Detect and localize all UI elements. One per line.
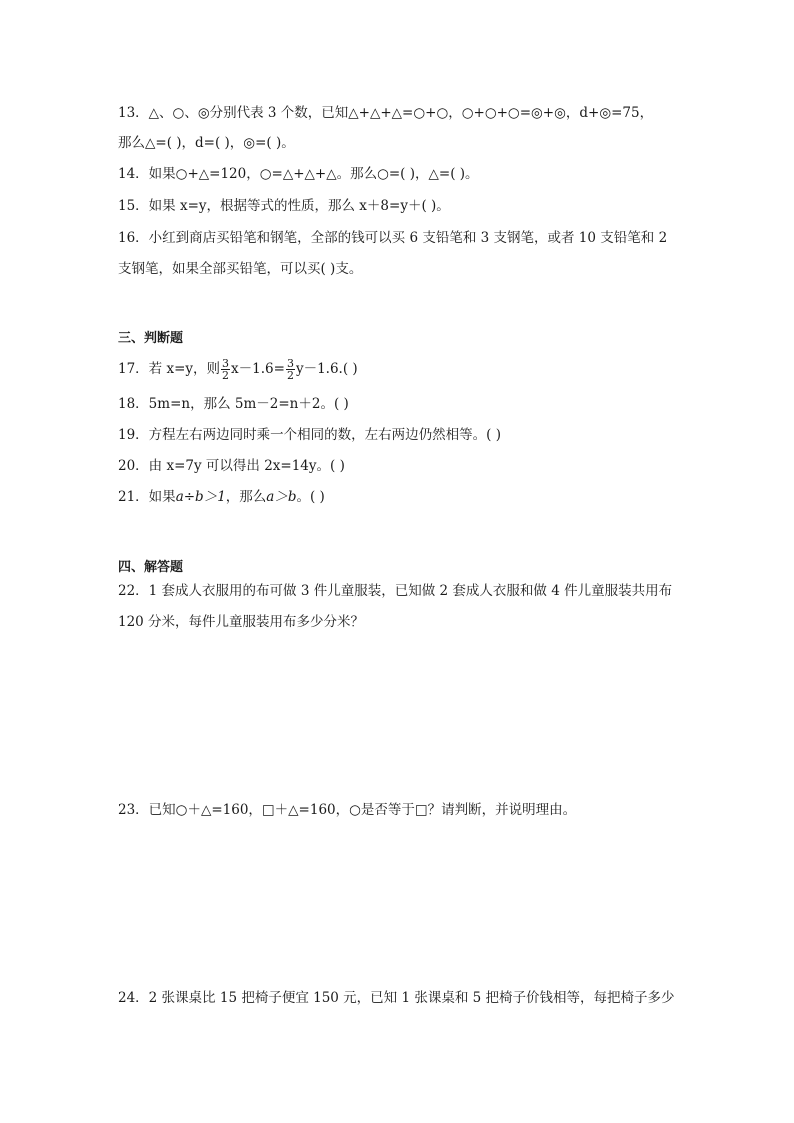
section-3-heading: 三、判断题 (118, 331, 184, 346)
question-16-line-2: 支钢笔，如果全部买铅笔，可以买( )支。 (118, 261, 363, 277)
section-4-heading: 四、解答题 (118, 560, 184, 575)
question-21-prefix: 21．如果 (118, 489, 176, 505)
question-22-line-2: 120 分米，每件儿童服装用布多少分米？ (118, 614, 365, 630)
question-19: 19．方程左右两边同时乘一个相同的数，左右两边仍然相等。( ) (118, 427, 502, 443)
question-23: 23．已知○＋△=160，□＋△=160，○是否等于□？请判断，并说明理由。 (118, 802, 577, 818)
question-17 (118, 358, 358, 381)
question-16-line-1: 16．小红到商店买铅笔和钢笔，全部的钱可以买 6 支铅笔和 3 支钢笔，或者 10 支铅笔和 2 (118, 230, 668, 246)
question-15: 15．如果 x=y，根据等式的性质，那么 x＋8=y＋( )。 (118, 198, 450, 214)
question-14: 14．如果○+△=120，○=△+△+△。那么○=( )，△=( )。 (118, 166, 479, 182)
question-21-middle: ，那么 (225, 489, 267, 505)
question-21-condition: a÷b＞1 (175, 489, 226, 505)
fraction-3-over-2: $\frac{3}{2}$ (222, 357, 230, 382)
question-21-conclusion: a＞b (266, 489, 297, 505)
question-13-line-2: 那么△=( )，d=( )，◎=( )。 (118, 135, 295, 151)
question-18: 18．5m=n，那么 5m－2=n＋2。( ) (118, 396, 349, 412)
question-21 (118, 488, 325, 506)
question-21-suffix: 。( ) (296, 489, 325, 505)
question-13-line-1: 13．△、○、◎分别代表 3 个数，已知△+△+△=○+○，○+○+○=◎+◎，d+◎=75， (118, 105, 654, 121)
fraction-3-over-2-second: $\frac{3}{2}$ (286, 357, 294, 382)
question-20: 20．由 x=7y 可以得出 2x=14y。( ) (118, 458, 345, 474)
question-17-middle: x－1.6= (231, 361, 285, 377)
question-17-suffix: y－1.6.( ) (295, 361, 358, 377)
question-24: 24．2 张课桌比 15 把椅子便宜 150 元，已知 1 张课桌和 5 把椅子价钱相等，每把椅子多少 (118, 990, 675, 1006)
question-22-line-1: 22．1 套成人衣服用的布可做 3 件儿童服装，已知做 2 套成人衣服和做 4 件儿童服装共用布 (118, 583, 673, 599)
question-17-prefix: 17．若 x=y，则 (118, 361, 221, 377)
